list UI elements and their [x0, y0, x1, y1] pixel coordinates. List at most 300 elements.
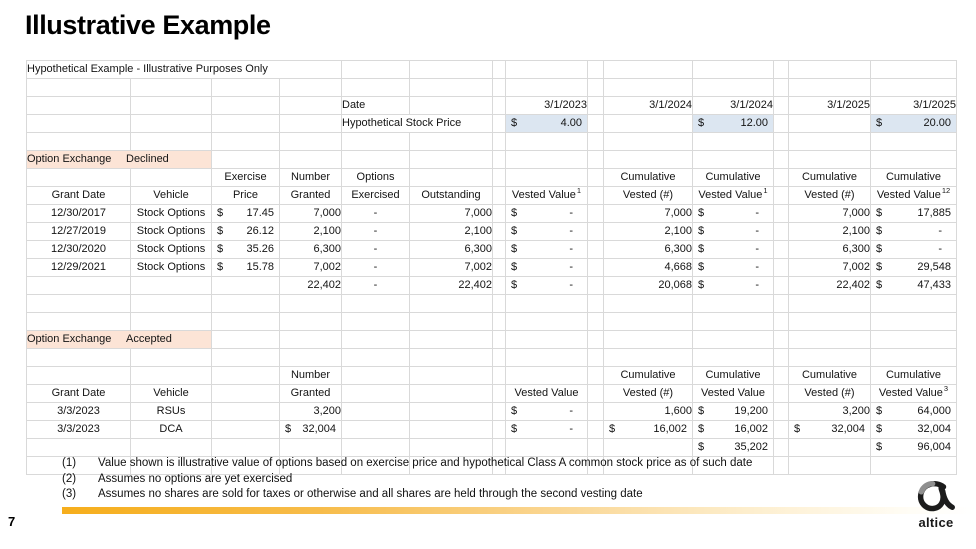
cell: Stock Options [131, 259, 212, 277]
cell [871, 331, 957, 349]
cell: Vested Value$^1$ [506, 187, 588, 205]
cell: 7,000 [280, 205, 342, 223]
cell: $ - [506, 205, 588, 223]
cell [693, 349, 774, 367]
cell [410, 421, 493, 439]
cell [588, 259, 604, 277]
cell: Vested (#) [604, 385, 693, 403]
cell: $ 64,000 [871, 403, 957, 421]
cell: - [342, 277, 410, 295]
cell: Stock Options [131, 205, 212, 223]
cell [604, 439, 693, 457]
cell [212, 421, 280, 439]
cell: Cumulative [871, 367, 957, 385]
cell [774, 259, 789, 277]
cell: 6,300 [604, 241, 693, 259]
cell [588, 151, 604, 169]
cell: 22,402 [789, 277, 871, 295]
cell [131, 79, 212, 97]
cell [588, 169, 604, 187]
cell: $ - [506, 421, 588, 439]
cell [280, 115, 342, 133]
cell: $ - [871, 223, 957, 241]
cell [131, 133, 212, 151]
cell [774, 367, 789, 385]
cell [789, 151, 871, 169]
cell: $ 17.45 [212, 205, 280, 223]
cell [280, 349, 342, 367]
cell [342, 367, 410, 385]
cell: Price [212, 187, 280, 205]
cell [774, 187, 789, 205]
cell [506, 331, 588, 349]
cell: 6,300 [410, 241, 493, 259]
cell [506, 169, 588, 187]
cell: $ - [506, 241, 588, 259]
cell [604, 115, 693, 133]
cell [410, 439, 493, 457]
cell [789, 79, 871, 97]
cell [410, 313, 493, 331]
cell [588, 439, 604, 457]
cell: Exercised [342, 187, 410, 205]
cell [774, 241, 789, 259]
cell [588, 349, 604, 367]
cell [693, 79, 774, 97]
cell [342, 331, 410, 349]
cell [131, 277, 212, 295]
cell: Option Exchange Accepted [27, 331, 212, 349]
cell: $ - [693, 241, 774, 259]
cell [212, 277, 280, 295]
cell [212, 133, 280, 151]
cell: Vested Value [506, 385, 588, 403]
cell [588, 403, 604, 421]
page-number: 7 [8, 514, 16, 529]
cell [131, 169, 212, 187]
cell [131, 115, 212, 133]
cell: Stock Options [131, 241, 212, 259]
cell [493, 385, 506, 403]
cell: Vested Value$^{12}$ [871, 187, 957, 205]
cell: Cumulative [693, 367, 774, 385]
cell [212, 115, 280, 133]
cell [342, 295, 410, 313]
footnote-item [62, 472, 752, 488]
cell [410, 349, 493, 367]
cell: Cumulative [871, 169, 957, 187]
cell: $ 17,885 [871, 205, 957, 223]
cell [342, 421, 410, 439]
cell [506, 295, 588, 313]
cell: Cumulative [789, 367, 871, 385]
cell [604, 349, 693, 367]
cell [774, 79, 789, 97]
cell: 12/29/2021 [27, 259, 131, 277]
cell: 22,402 [280, 277, 342, 295]
cell: 1,600 [604, 403, 693, 421]
cell [774, 115, 789, 133]
cell: $ 16,002 [693, 421, 774, 439]
cell [410, 385, 493, 403]
cell [342, 403, 410, 421]
cell [493, 187, 506, 205]
cell [410, 61, 493, 79]
cell [493, 97, 506, 115]
cell [774, 223, 789, 241]
cell: $ 32,004 [280, 421, 342, 439]
cell [588, 313, 604, 331]
cell [27, 97, 131, 115]
cell [588, 223, 604, 241]
cell [280, 133, 342, 151]
cell [506, 151, 588, 169]
footnote-number: (2) [62, 472, 77, 485]
cell: $ 15.78 [212, 259, 280, 277]
footnote-text: Assumes no shares are sold for taxes or otherwise and all shares are held through the second vesting date [98, 488, 643, 500]
cell [493, 331, 506, 349]
cell [280, 97, 342, 115]
altice-logo [910, 480, 962, 530]
cell [871, 349, 957, 367]
cell [212, 79, 280, 97]
cell: 2,100 [789, 223, 871, 241]
cell [588, 61, 604, 79]
cell [588, 295, 604, 313]
footnotes [62, 456, 752, 503]
footnote-text: Assumes no options are yet exercised [98, 472, 293, 485]
cell [342, 61, 410, 79]
cell [493, 421, 506, 439]
cell: 3/3/2023 [27, 421, 131, 439]
cell [493, 115, 506, 133]
cell: 3/1/2024 [604, 97, 693, 115]
cell [342, 385, 410, 403]
cell [774, 439, 789, 457]
cell: DCA [131, 421, 212, 439]
cell [27, 295, 131, 313]
cell [131, 313, 212, 331]
cell: $ 29,548 [871, 259, 957, 277]
cell: 6,300 [280, 241, 342, 259]
cell [27, 367, 131, 385]
cell: $ 19,200 [693, 403, 774, 421]
cell: 7,002 [789, 259, 871, 277]
cell [871, 79, 957, 97]
cell: 3/1/2024 [693, 97, 774, 115]
cell: $ 20.00 [871, 115, 957, 133]
cell [774, 457, 789, 475]
cell: 7,000 [604, 205, 693, 223]
cell [789, 349, 871, 367]
cell [588, 205, 604, 223]
cell [493, 169, 506, 187]
cell [410, 169, 493, 187]
cell [588, 421, 604, 439]
cell [410, 367, 493, 385]
cell [493, 133, 506, 151]
cell [212, 403, 280, 421]
cell [774, 421, 789, 439]
cell [604, 61, 693, 79]
cell: $ 47,433 [871, 277, 957, 295]
cell: Vehicle [131, 187, 212, 205]
cell [604, 313, 693, 331]
cell [588, 79, 604, 97]
cell [506, 79, 588, 97]
cell [27, 313, 131, 331]
cell: - [342, 241, 410, 259]
cell: Number [280, 169, 342, 187]
cell [410, 133, 493, 151]
cell: $ - [693, 205, 774, 223]
cell: 2,100 [410, 223, 493, 241]
cell: Granted [280, 385, 342, 403]
cell: Cumulative [604, 367, 693, 385]
cell: 2,100 [604, 223, 693, 241]
cell: 2,100 [280, 223, 342, 241]
cell [693, 295, 774, 313]
cell [774, 331, 789, 349]
cell [604, 79, 693, 97]
cell: $ - [693, 277, 774, 295]
cell: Vested Value$^3$ [871, 385, 957, 403]
cell [871, 457, 957, 475]
cell [588, 133, 604, 151]
cell [342, 439, 410, 457]
cell [410, 295, 493, 313]
cell [493, 151, 506, 169]
cell: $ - [506, 277, 588, 295]
cell [493, 295, 506, 313]
cell [774, 277, 789, 295]
cell [693, 61, 774, 79]
spreadsheet-table [26, 60, 957, 475]
cell: 3,200 [280, 403, 342, 421]
cell [493, 79, 506, 97]
cell: Vested (#) [789, 187, 871, 205]
cell [131, 295, 212, 313]
cell [789, 115, 871, 133]
cell [774, 313, 789, 331]
cell: Cumulative [789, 169, 871, 187]
cell: $ - [871, 241, 957, 259]
cell [604, 331, 693, 349]
footnote-item [62, 487, 752, 503]
cell [774, 97, 789, 115]
cell: 3/3/2023 [27, 403, 131, 421]
cell [693, 133, 774, 151]
cell [871, 313, 957, 331]
cell: - [342, 205, 410, 223]
cell [212, 439, 280, 457]
cell: - [342, 259, 410, 277]
cell [131, 349, 212, 367]
cell: Vested (#) [604, 187, 693, 205]
cell [493, 223, 506, 241]
cell [604, 133, 693, 151]
cell [774, 295, 789, 313]
cell: Stock Options [131, 223, 212, 241]
cell: 12/30/2017 [27, 205, 131, 223]
cell: Vested (#) [789, 385, 871, 403]
cell [212, 151, 280, 169]
cell: 3,200 [789, 403, 871, 421]
cell [342, 349, 410, 367]
cell: $ - [506, 223, 588, 241]
cell [280, 295, 342, 313]
cell [493, 439, 506, 457]
cell: 7,002 [280, 259, 342, 277]
cell [789, 439, 871, 457]
cell: 3/1/2025 [871, 97, 957, 115]
cell [280, 439, 342, 457]
cell: $ - [506, 403, 588, 421]
cell [212, 331, 280, 349]
cell: $ 26.12 [212, 223, 280, 241]
cell [588, 385, 604, 403]
cell [27, 115, 131, 133]
cell [212, 295, 280, 313]
cell [774, 133, 789, 151]
cell [493, 205, 506, 223]
cell: $ 32,004 [871, 421, 957, 439]
cell: 20,068 [604, 277, 693, 295]
cell: Grant Date [27, 385, 131, 403]
cell: Granted [280, 187, 342, 205]
cell [506, 439, 588, 457]
cell [693, 151, 774, 169]
cell [342, 151, 410, 169]
cell [131, 97, 212, 115]
cell [212, 313, 280, 331]
cell: $ - [693, 259, 774, 277]
cell [410, 403, 493, 421]
cell [506, 133, 588, 151]
cell: Vehicle [131, 385, 212, 403]
cell [131, 439, 212, 457]
cell [693, 331, 774, 349]
footnote-number: (1) [62, 457, 77, 469]
cell [493, 349, 506, 367]
cell: RSUs [131, 403, 212, 421]
footnote-text: Value shown is illustrative value of options based on exercise price and hypothetical Class A common stock price as of such date [98, 457, 753, 469]
cell: Hypothetical Stock Price [342, 115, 493, 133]
cell: 7,000 [410, 205, 493, 223]
cell [410, 331, 493, 349]
accent-bar [62, 507, 976, 514]
cell [410, 79, 493, 97]
cell [280, 79, 342, 97]
cell [280, 313, 342, 331]
cell: $ 32,004 [789, 421, 871, 439]
cell [27, 277, 131, 295]
cell: Vested Value [693, 385, 774, 403]
cell [588, 367, 604, 385]
cell [212, 385, 280, 403]
cell [506, 313, 588, 331]
cell: Grant Date [27, 187, 131, 205]
cell: $ 35.26 [212, 241, 280, 259]
cell: $ 4.00 [506, 115, 588, 133]
cell: Hypothetical Example - Illustrative Purposes Only [27, 61, 342, 79]
cell [588, 115, 604, 133]
cell: Vested Value$^1$ [693, 187, 774, 205]
cell [493, 277, 506, 295]
cell [27, 349, 131, 367]
cell [871, 295, 957, 313]
cell [604, 151, 693, 169]
cell [774, 349, 789, 367]
cell [27, 133, 131, 151]
cell [410, 97, 493, 115]
cell [789, 457, 871, 475]
cell [871, 151, 957, 169]
cell [342, 133, 410, 151]
cell: Cumulative [604, 169, 693, 187]
cell: $ 35,202 [693, 439, 774, 457]
cell: Outstanding [410, 187, 493, 205]
cell [410, 151, 493, 169]
cell: $ 96,004 [871, 439, 957, 457]
cell [789, 313, 871, 331]
cell: Number [280, 367, 342, 385]
cell: 22,402 [410, 277, 493, 295]
cell: 3/1/2025 [789, 97, 871, 115]
cell [280, 151, 342, 169]
cell [871, 133, 957, 151]
cell: Options [342, 169, 410, 187]
cell [493, 367, 506, 385]
cell [493, 313, 506, 331]
cell: 12/30/2020 [27, 241, 131, 259]
cell [493, 61, 506, 79]
footnote-item [62, 456, 752, 472]
cell: $ 16,002 [604, 421, 693, 439]
cell: - [342, 223, 410, 241]
cell [774, 151, 789, 169]
cell [871, 61, 957, 79]
cell: Option Exchange Declined [27, 151, 212, 169]
cell: $ 12.00 [693, 115, 774, 133]
cell [506, 367, 588, 385]
cell [493, 259, 506, 277]
cell [588, 187, 604, 205]
cell [506, 349, 588, 367]
cell: 3/1/2023 [506, 97, 588, 115]
cell: 6,300 [789, 241, 871, 259]
cell: 12/27/2019 [27, 223, 131, 241]
cell [604, 295, 693, 313]
cell [212, 367, 280, 385]
cell [588, 97, 604, 115]
altice-a-icon [916, 480, 956, 512]
altice-logo-text: altice [918, 515, 954, 530]
cell [588, 277, 604, 295]
cell [506, 61, 588, 79]
cell [789, 331, 871, 349]
cell: 7,002 [410, 259, 493, 277]
cell: $ - [506, 259, 588, 277]
cell [789, 61, 871, 79]
cell [212, 349, 280, 367]
cell [280, 331, 342, 349]
cell [27, 169, 131, 187]
cell [774, 169, 789, 187]
cell: 4,668 [604, 259, 693, 277]
cell [27, 79, 131, 97]
cell [789, 295, 871, 313]
